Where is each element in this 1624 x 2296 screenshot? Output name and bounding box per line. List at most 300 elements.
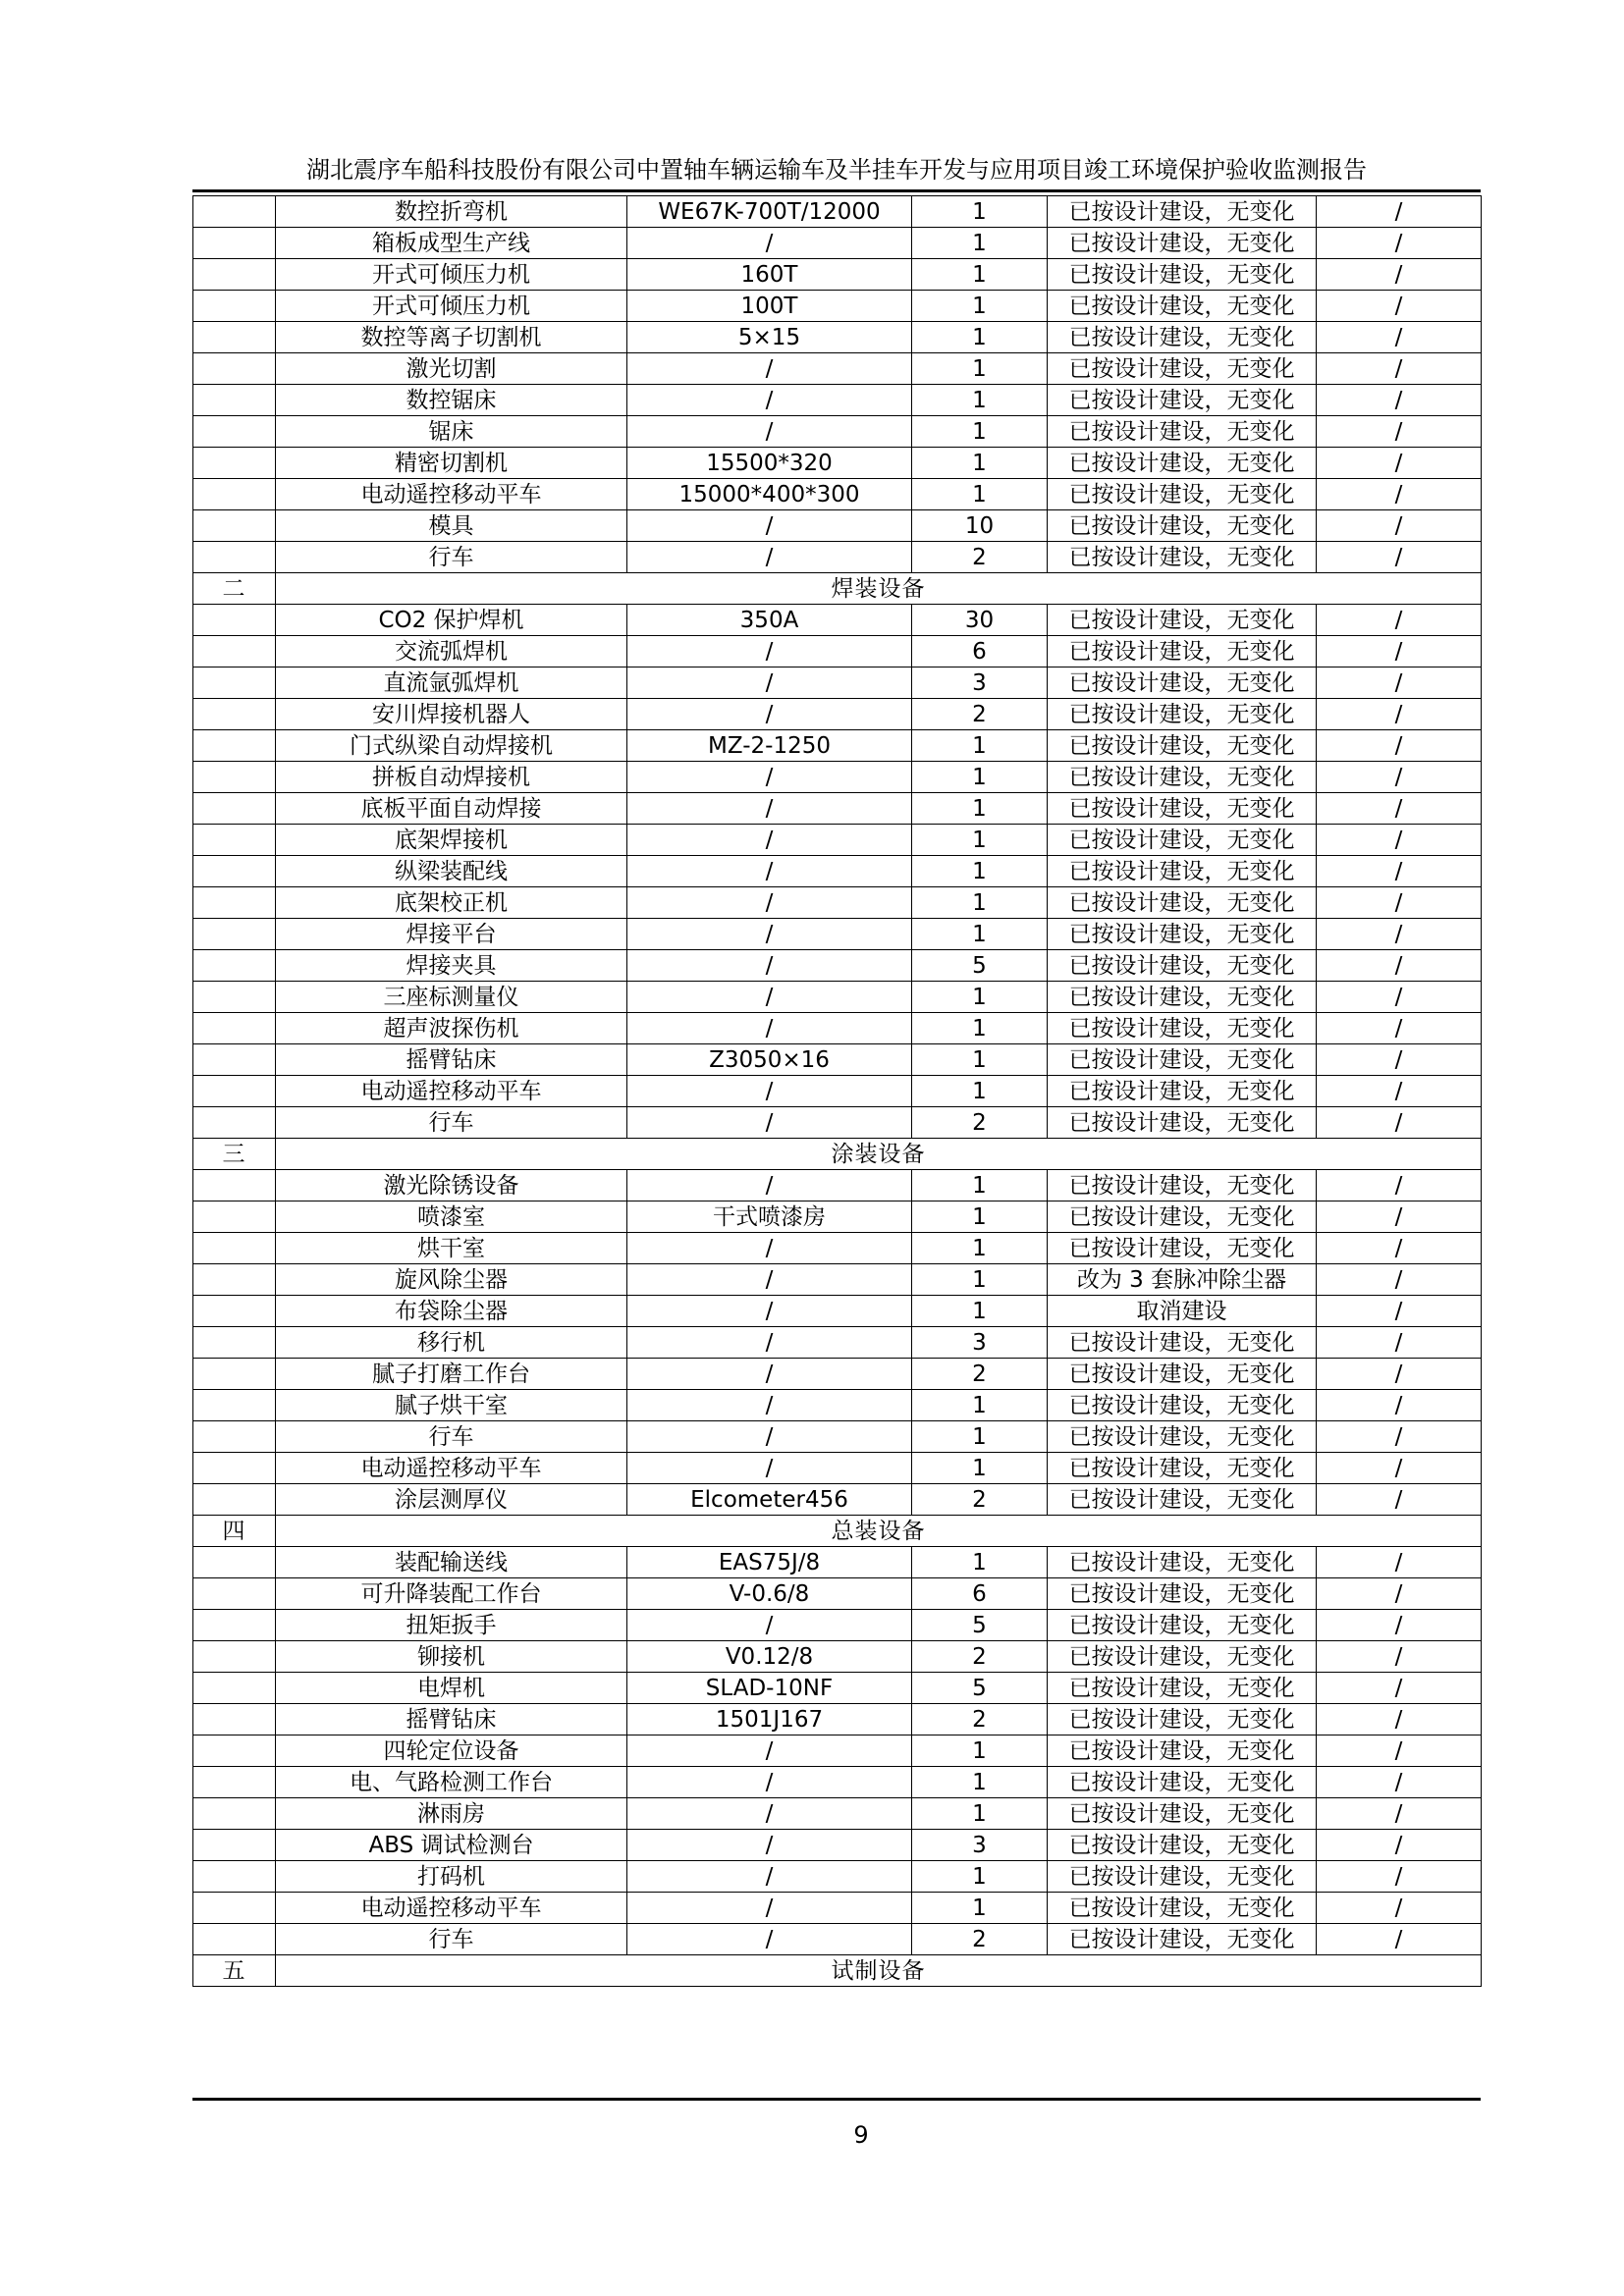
quantity-cell: 2: [912, 1359, 1048, 1390]
construction-status-cell: 已按设计建设，无变化: [1048, 1767, 1317, 1798]
equipment-name-cell: 涂层测厚仪: [276, 1484, 627, 1516]
equipment-name-cell: 超声波探伤机: [276, 1013, 627, 1044]
note-cell: /: [1317, 1893, 1482, 1924]
note-cell: /: [1317, 1830, 1482, 1861]
model-spec-cell: 160T: [627, 259, 912, 291]
equipment-name-cell: 装配输送线: [276, 1547, 627, 1578]
note-cell: /: [1317, 1170, 1482, 1201]
construction-status-cell: 已按设计建设，无变化: [1048, 1484, 1317, 1516]
model-spec-cell: /: [627, 1170, 912, 1201]
model-spec-cell: /: [627, 1735, 912, 1767]
note-cell: /: [1317, 448, 1482, 479]
construction-status-cell: 已按设计建设，无变化: [1048, 1076, 1317, 1107]
table-row: [193, 825, 1482, 856]
equipment-name-cell: 旋风除尘器: [276, 1264, 627, 1296]
section-row: [193, 1955, 1482, 1987]
index-cell: [193, 825, 276, 856]
quantity-cell: 1: [912, 856, 1048, 887]
quantity-cell: 1: [912, 1735, 1048, 1767]
construction-status-cell: 已按设计建设，无变化: [1048, 699, 1317, 730]
table-row: [193, 1861, 1482, 1893]
equipment-name-cell: 直流氩弧焊机: [276, 667, 627, 699]
quantity-cell: 1: [912, 1861, 1048, 1893]
model-spec-cell: WE67K-700T/12000: [627, 196, 912, 228]
equipment-name-cell: 交流弧焊机: [276, 636, 627, 667]
note-cell: /: [1317, 1924, 1482, 1955]
construction-status-cell: 已按设计建设，无变化: [1048, 1798, 1317, 1830]
model-spec-cell: /: [627, 856, 912, 887]
model-spec-cell: /: [627, 1610, 912, 1641]
model-spec-cell: 5×15: [627, 322, 912, 353]
model-spec-cell: /: [627, 1076, 912, 1107]
section-number: 四: [193, 1516, 276, 1547]
note-cell: /: [1317, 1107, 1482, 1139]
note-cell: /: [1317, 1359, 1482, 1390]
section-row: [193, 1139, 1482, 1170]
model-spec-cell: /: [627, 793, 912, 825]
index-cell: [193, 982, 276, 1013]
equipment-name-cell: 喷漆室: [276, 1201, 627, 1233]
note-cell: /: [1317, 856, 1482, 887]
construction-status-cell: 已按设计建设，无变化: [1048, 259, 1317, 291]
model-spec-cell: /: [627, 1798, 912, 1830]
section-title: 总装设备: [276, 1516, 1482, 1547]
index-cell: [193, 479, 276, 510]
model-spec-cell: /: [627, 636, 912, 667]
index-cell: [193, 1390, 276, 1421]
model-spec-cell: 干式喷漆房: [627, 1201, 912, 1233]
table-row: [193, 259, 1482, 291]
note-cell: /: [1317, 793, 1482, 825]
equipment-name-cell: 焊接平台: [276, 919, 627, 950]
quantity-cell: 1: [912, 825, 1048, 856]
table-row: [193, 1170, 1482, 1201]
quantity-cell: 1: [912, 448, 1048, 479]
construction-status-cell: 已按设计建设，无变化: [1048, 1044, 1317, 1076]
note-cell: /: [1317, 762, 1482, 793]
table-row: [193, 1044, 1482, 1076]
index-cell: [193, 950, 276, 982]
construction-status-cell: 已按设计建设，无变化: [1048, 1421, 1317, 1453]
index-cell: [193, 1924, 276, 1955]
note-cell: /: [1317, 479, 1482, 510]
construction-status-cell: 已按设计建设，无变化: [1048, 1578, 1317, 1610]
model-spec-cell: 350A: [627, 605, 912, 636]
table-row: [193, 1076, 1482, 1107]
index-cell: [193, 1547, 276, 1578]
quantity-cell: 5: [912, 1673, 1048, 1704]
construction-status-cell: 已按设计建设，无变化: [1048, 291, 1317, 322]
construction-status-cell: 已按设计建设，无变化: [1048, 1704, 1317, 1735]
quantity-cell: 30: [912, 605, 1048, 636]
index-cell: [193, 228, 276, 259]
construction-status-cell: 已按设计建设，无变化: [1048, 1673, 1317, 1704]
index-cell: [193, 510, 276, 542]
index-cell: [193, 448, 276, 479]
quantity-cell: 1: [912, 1233, 1048, 1264]
index-cell: [193, 259, 276, 291]
table-row: [193, 1704, 1482, 1735]
index-cell: [193, 1893, 276, 1924]
index-cell: [193, 542, 276, 573]
model-spec-cell: /: [627, 353, 912, 385]
table-row: [193, 1296, 1482, 1327]
equipment-name-cell: 开式可倾压力机: [276, 259, 627, 291]
construction-status-cell: 已按设计建设，无变化: [1048, 510, 1317, 542]
note-cell: /: [1317, 1390, 1482, 1421]
model-spec-cell: /: [627, 1233, 912, 1264]
index-cell: [193, 1453, 276, 1484]
index-cell: [193, 730, 276, 762]
quantity-cell: 1: [912, 1421, 1048, 1453]
equipment-name-cell: 腻子烘干室: [276, 1390, 627, 1421]
index-cell: [193, 856, 276, 887]
quantity-cell: 5: [912, 1610, 1048, 1641]
construction-status-cell: 已按设计建设，无变化: [1048, 196, 1317, 228]
note-cell: /: [1317, 1044, 1482, 1076]
equipment-name-cell: 激光切割: [276, 353, 627, 385]
table-row: [193, 1359, 1482, 1390]
table-row: [193, 1327, 1482, 1359]
construction-status-cell: 已按设计建设，无变化: [1048, 1641, 1317, 1673]
note-cell: /: [1317, 1453, 1482, 1484]
construction-status-cell: 已按设计建设，无变化: [1048, 1201, 1317, 1233]
quantity-cell: 1: [912, 762, 1048, 793]
model-spec-cell: /: [627, 699, 912, 730]
quantity-cell: 1: [912, 793, 1048, 825]
index-cell: [193, 1264, 276, 1296]
model-spec-cell: /: [627, 982, 912, 1013]
index-cell: [193, 699, 276, 730]
quantity-cell: 1: [912, 1390, 1048, 1421]
section-title: 试制设备: [276, 1955, 1482, 1987]
model-spec-cell: V-0.6/8: [627, 1578, 912, 1610]
model-spec-cell: /: [627, 1421, 912, 1453]
index-cell: [193, 1170, 276, 1201]
header-rule: [192, 189, 1481, 192]
construction-status-cell: 已按设计建设，无变化: [1048, 605, 1317, 636]
construction-status-cell: 已按设计建设，无变化: [1048, 1107, 1317, 1139]
index-cell: [193, 322, 276, 353]
table-row: [193, 1264, 1482, 1296]
table-row: [193, 856, 1482, 887]
index-cell: [193, 1735, 276, 1767]
model-spec-cell: /: [627, 228, 912, 259]
note-cell: /: [1317, 1641, 1482, 1673]
index-cell: [193, 636, 276, 667]
table-row: [193, 1830, 1482, 1861]
index-cell: [193, 1076, 276, 1107]
note-cell: /: [1317, 542, 1482, 573]
table-row: [193, 1013, 1482, 1044]
construction-status-cell: 已按设计建设，无变化: [1048, 1327, 1317, 1359]
equipment-name-cell: 开式可倾压力机: [276, 291, 627, 322]
index-cell: [193, 385, 276, 416]
index-cell: [193, 1578, 276, 1610]
equipment-name-cell: 激光除锈设备: [276, 1170, 627, 1201]
quantity-cell: 2: [912, 1484, 1048, 1516]
note-cell: /: [1317, 1673, 1482, 1704]
model-spec-cell: /: [627, 825, 912, 856]
quantity-cell: 2: [912, 1641, 1048, 1673]
note-cell: /: [1317, 950, 1482, 982]
index-cell: [193, 1767, 276, 1798]
section-title: 涂装设备: [276, 1139, 1482, 1170]
quantity-cell: 1: [912, 1296, 1048, 1327]
construction-status-cell: 已按设计建设，无变化: [1048, 479, 1317, 510]
model-spec-cell: /: [627, 667, 912, 699]
construction-status-cell: 已按设计建设，无变化: [1048, 1233, 1317, 1264]
table-row: [193, 1233, 1482, 1264]
note-cell: /: [1317, 353, 1482, 385]
quantity-cell: 1: [912, 291, 1048, 322]
note-cell: /: [1317, 1327, 1482, 1359]
equipment-table: [192, 195, 1482, 1987]
construction-status-cell: 已按设计建设，无变化: [1048, 542, 1317, 573]
quantity-cell: 1: [912, 479, 1048, 510]
index-cell: [193, 1201, 276, 1233]
note-cell: /: [1317, 1610, 1482, 1641]
equipment-name-cell: 数控折弯机: [276, 196, 627, 228]
equipment-name-cell: 四轮定位设备: [276, 1735, 627, 1767]
quantity-cell: 1: [912, 1201, 1048, 1233]
construction-status-cell: 已按设计建设，无变化: [1048, 1359, 1317, 1390]
table-row: [193, 228, 1482, 259]
table-row: [193, 1641, 1482, 1673]
table-row: [193, 479, 1482, 510]
table-row: [193, 1767, 1482, 1798]
model-spec-cell: /: [627, 1013, 912, 1044]
equipment-name-cell: 电、气路检测工作台: [276, 1767, 627, 1798]
construction-status-cell: 已按设计建设，无变化: [1048, 322, 1317, 353]
quantity-cell: 1: [912, 1044, 1048, 1076]
index-cell: [193, 291, 276, 322]
index-cell: [193, 1107, 276, 1139]
equipment-name-cell: 行车: [276, 1107, 627, 1139]
note-cell: /: [1317, 1547, 1482, 1578]
note-cell: /: [1317, 1704, 1482, 1735]
note-cell: /: [1317, 636, 1482, 667]
model-spec-cell: MZ-2-1250: [627, 730, 912, 762]
construction-status-cell: 已按设计建设，无变化: [1048, 1610, 1317, 1641]
equipment-name-cell: 底板平面自动焊接: [276, 793, 627, 825]
page-header: 湖北震序车船科技股份有限公司中置轴车辆运输车及半挂车开发与应用项目竣工环境保护验收监测报告: [306, 156, 1367, 184]
table-row: [193, 1201, 1482, 1233]
note-cell: /: [1317, 196, 1482, 228]
note-cell: /: [1317, 322, 1482, 353]
table-row: [193, 1390, 1482, 1421]
quantity-cell: 1: [912, 322, 1048, 353]
index-cell: [193, 196, 276, 228]
model-spec-cell: 100T: [627, 291, 912, 322]
construction-status-cell: 取消建设: [1048, 1296, 1317, 1327]
equipment-name-cell: 电动遥控移动平车: [276, 479, 627, 510]
index-cell: [193, 1296, 276, 1327]
section-number: 二: [193, 573, 276, 605]
table-body: [193, 196, 1482, 1987]
construction-status-cell: 已按设计建设，无变化: [1048, 982, 1317, 1013]
table-row: [193, 762, 1482, 793]
quantity-cell: 1: [912, 982, 1048, 1013]
table-row: [193, 950, 1482, 982]
model-spec-cell: /: [627, 762, 912, 793]
quantity-cell: 2: [912, 1107, 1048, 1139]
index-cell: [193, 1610, 276, 1641]
table-row: [193, 353, 1482, 385]
table-row: [193, 1610, 1482, 1641]
note-cell: /: [1317, 605, 1482, 636]
construction-status-cell: 已按设计建设，无变化: [1048, 1547, 1317, 1578]
equipment-name-cell: 扭矩扳手: [276, 1610, 627, 1641]
quantity-cell: 1: [912, 1893, 1048, 1924]
equipment-name-cell: 电焊机: [276, 1673, 627, 1704]
equipment-name-cell: 锯床: [276, 416, 627, 448]
note-cell: /: [1317, 385, 1482, 416]
construction-status-cell: 已按设计建设，无变化: [1048, 730, 1317, 762]
equipment-name-cell: 打码机: [276, 1861, 627, 1893]
equipment-name-cell: 门式纵梁自动焊接机: [276, 730, 627, 762]
construction-status-cell: 已按设计建设，无变化: [1048, 1893, 1317, 1924]
table-row: [193, 1924, 1482, 1955]
model-spec-cell: /: [627, 1107, 912, 1139]
table-row: [193, 1893, 1482, 1924]
equipment-name-cell: 行车: [276, 1924, 627, 1955]
table-row: [193, 448, 1482, 479]
model-spec-cell: /: [627, 542, 912, 573]
table-row: [193, 605, 1482, 636]
equipment-name-cell: 模具: [276, 510, 627, 542]
model-spec-cell: /: [627, 1296, 912, 1327]
model-spec-cell: /: [627, 1893, 912, 1924]
construction-status-cell: 已按设计建设，无变化: [1048, 887, 1317, 919]
page-number: 9: [853, 2121, 869, 2149]
equipment-name-cell: 可升降装配工作台: [276, 1578, 627, 1610]
quantity-cell: 6: [912, 636, 1048, 667]
construction-status-cell: 已按设计建设，无变化: [1048, 667, 1317, 699]
note-cell: /: [1317, 1735, 1482, 1767]
table-row: [193, 699, 1482, 730]
equipment-name-cell: 精密切割机: [276, 448, 627, 479]
quantity-cell: 2: [912, 1704, 1048, 1735]
table-row: [193, 1547, 1482, 1578]
construction-status-cell: 已按设计建设，无变化: [1048, 950, 1317, 982]
table-row: [193, 322, 1482, 353]
note-cell: /: [1317, 1484, 1482, 1516]
model-spec-cell: /: [627, 1830, 912, 1861]
model-spec-cell: /: [627, 1390, 912, 1421]
note-cell: /: [1317, 1201, 1482, 1233]
note-cell: /: [1317, 259, 1482, 291]
equipment-name-cell: 数控锯床: [276, 385, 627, 416]
equipment-name-cell: CO2 保护焊机: [276, 605, 627, 636]
index-cell: [193, 1484, 276, 1516]
index-cell: [193, 1641, 276, 1673]
equipment-name-cell: 箱板成型生产线: [276, 228, 627, 259]
section-number: 三: [193, 1139, 276, 1170]
quantity-cell: 2: [912, 1924, 1048, 1955]
construction-status-cell: 已按设计建设，无变化: [1048, 353, 1317, 385]
quantity-cell: 1: [912, 730, 1048, 762]
model-spec-cell: /: [627, 1767, 912, 1798]
index-cell: [193, 1327, 276, 1359]
model-spec-cell: /: [627, 950, 912, 982]
construction-status-cell: 已按设计建设，无变化: [1048, 919, 1317, 950]
construction-status-cell: 已按设计建设，无变化: [1048, 385, 1317, 416]
table-row: [193, 510, 1482, 542]
quantity-cell: 1: [912, 1547, 1048, 1578]
table-row: [193, 1673, 1482, 1704]
index-cell: [193, 1359, 276, 1390]
quantity-cell: 1: [912, 1798, 1048, 1830]
table-row: [193, 1798, 1482, 1830]
note-cell: /: [1317, 887, 1482, 919]
quantity-cell: 1: [912, 1453, 1048, 1484]
table-row: [193, 1484, 1482, 1516]
table-row: [193, 667, 1482, 699]
construction-status-cell: 已按设计建设，无变化: [1048, 636, 1317, 667]
note-cell: /: [1317, 1233, 1482, 1264]
index-cell: [193, 605, 276, 636]
model-spec-cell: /: [627, 385, 912, 416]
note-cell: /: [1317, 699, 1482, 730]
quantity-cell: 1: [912, 385, 1048, 416]
index-cell: [193, 667, 276, 699]
quantity-cell: 6: [912, 1578, 1048, 1610]
table-row: [193, 1421, 1482, 1453]
model-spec-cell: /: [627, 887, 912, 919]
quantity-cell: 2: [912, 542, 1048, 573]
index-cell: [193, 416, 276, 448]
section-row: [193, 573, 1482, 605]
construction-status-cell: 已按设计建设，无变化: [1048, 1170, 1317, 1201]
equipment-name-cell: 腻子打磨工作台: [276, 1359, 627, 1390]
construction-status-cell: 已按设计建设，无变化: [1048, 416, 1317, 448]
table-row: [193, 385, 1482, 416]
construction-status-cell: 已按设计建设，无变化: [1048, 1453, 1317, 1484]
table-row: [193, 1107, 1482, 1139]
table-row: [193, 793, 1482, 825]
note-cell: /: [1317, 1076, 1482, 1107]
table-row: [193, 730, 1482, 762]
equipment-name-cell: ABS 调试检测台: [276, 1830, 627, 1861]
model-spec-cell: /: [627, 1359, 912, 1390]
model-spec-cell: SLAD-10NF: [627, 1673, 912, 1704]
quantity-cell: 1: [912, 887, 1048, 919]
quantity-cell: 1: [912, 228, 1048, 259]
index-cell: [193, 353, 276, 385]
quantity-cell: 5: [912, 950, 1048, 982]
index-cell: [193, 919, 276, 950]
equipment-name-cell: 纵梁装配线: [276, 856, 627, 887]
model-spec-cell: /: [627, 1264, 912, 1296]
equipment-name-cell: 底架焊接机: [276, 825, 627, 856]
quantity-cell: 1: [912, 1013, 1048, 1044]
equipment-name-cell: 焊接夹具: [276, 950, 627, 982]
equipment-name-cell: 摇臂钻床: [276, 1044, 627, 1076]
quantity-cell: 3: [912, 667, 1048, 699]
quantity-cell: 1: [912, 1767, 1048, 1798]
quantity-cell: 10: [912, 510, 1048, 542]
quantity-cell: 1: [912, 1076, 1048, 1107]
model-spec-cell: /: [627, 1924, 912, 1955]
model-spec-cell: /: [627, 510, 912, 542]
equipment-name-cell: 布袋除尘器: [276, 1296, 627, 1327]
note-cell: /: [1317, 510, 1482, 542]
note-cell: /: [1317, 919, 1482, 950]
quantity-cell: 2: [912, 699, 1048, 730]
model-spec-cell: /: [627, 1861, 912, 1893]
equipment-name-cell: 三座标测量仪: [276, 982, 627, 1013]
